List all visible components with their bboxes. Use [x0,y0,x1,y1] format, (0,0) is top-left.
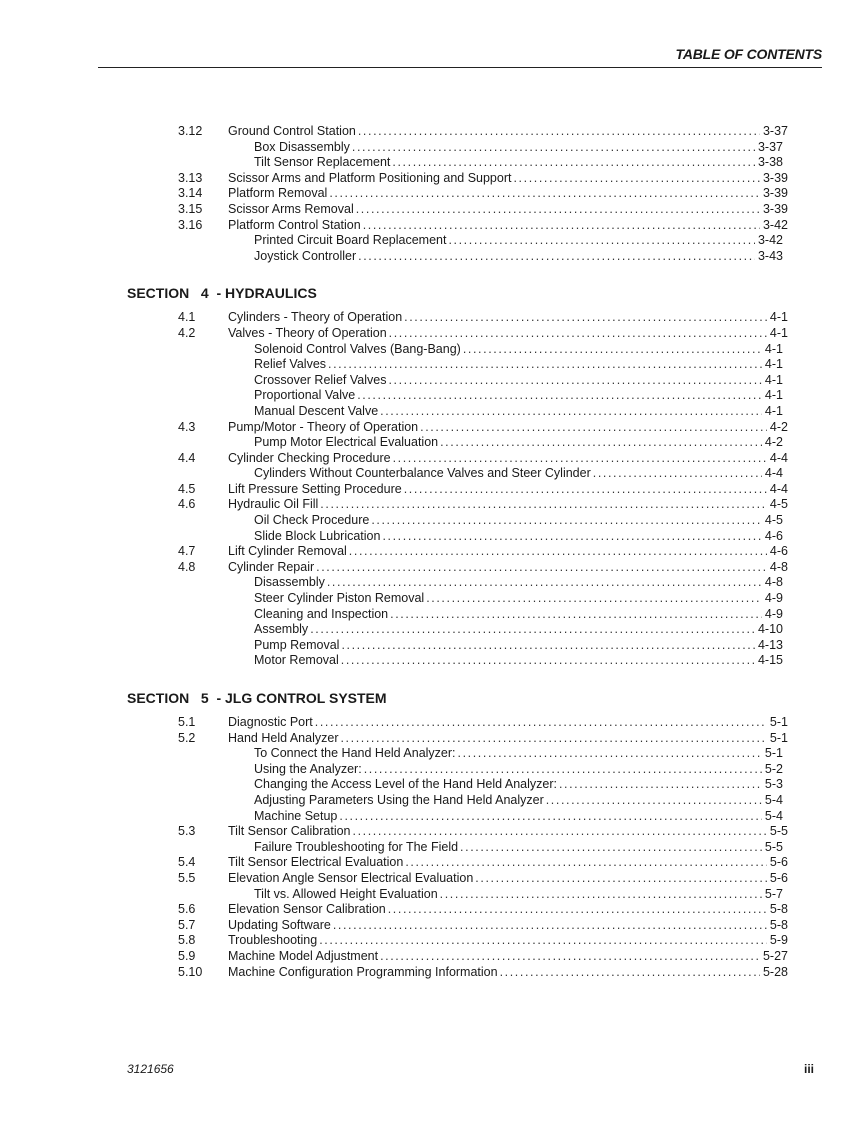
toc-entry-page: 5-5 [764,839,783,854]
toc-entry-title: Box Disassembly [254,139,350,154]
toc-entry[interactable] [0,965,866,981]
toc-entry[interactable] [0,607,866,623]
toc-entry-page: 3-37 [762,124,788,138]
toc-entry-title: Oil Check Procedure [254,513,370,528]
toc-entry-line [228,902,788,918]
toc-entry-page: 4-8 [764,575,783,590]
toc-entry-title: Cylinder Checking Procedure [228,450,391,465]
toc-entry[interactable] [0,155,866,171]
toc-entry-line [228,824,788,840]
toc-entry-page: 4-6 [764,528,783,543]
toc-entry[interactable] [0,202,866,218]
toc-dot-leader [448,233,755,249]
toc-entry-page: 5-1 [769,715,788,729]
toc-dot-leader [316,560,767,576]
toc-dot-leader [389,326,767,342]
toc-entry-page: 4-2 [764,435,783,450]
toc-entry[interactable] [0,653,866,669]
toc-entry-title: Slide Block Lubrication [254,528,381,543]
toc-entry[interactable] [0,140,866,156]
toc-entry[interactable] [0,560,866,576]
toc-dot-leader [393,451,767,467]
toc-dot-leader [310,622,755,638]
toc-entry-line [228,933,788,949]
toc-dot-leader [404,310,767,326]
toc-entry-title: Tilt vs. Allowed Height Evaluation [254,886,438,901]
toc-entry[interactable] [0,887,866,903]
toc-entry-line [254,607,783,623]
toc-entry-page: 5-4 [764,808,783,823]
toc-entry-line [228,326,788,342]
toc-entry-page: 5-28 [762,964,788,979]
document-number: 3121656 [127,1062,174,1076]
toc-entry-line [254,887,783,903]
toc-entry-number: 5.9 [178,948,196,963]
toc-entry[interactable] [0,186,866,202]
toc-dot-leader [353,824,767,840]
toc-entry-page: 5-1 [769,730,788,745]
toc-entry-number: 3.12 [178,124,203,138]
toc-entry[interactable] [0,949,866,965]
toc-entry[interactable] [0,326,866,342]
toc-entry-number: 3.15 [178,201,203,216]
toc-entry-page: 5-2 [764,761,783,776]
toc-dot-leader [382,529,761,545]
toc-entry[interactable] [0,715,866,731]
toc-entry-page: 4-1 [769,310,788,325]
toc-entry-line [228,497,788,513]
toc-dot-leader [327,575,762,591]
toc-dot-leader [319,933,767,949]
toc-entry[interactable] [0,855,866,871]
toc-dot-leader [363,218,760,234]
toc-entry-number: 3.13 [178,170,203,185]
toc-entry[interactable] [0,342,866,358]
toc-dot-leader [380,404,762,420]
toc-entry-line [228,451,788,467]
table-of-contents [0,124,866,980]
toc-dot-leader [500,965,760,981]
toc-entry-title: Machine Model Adjustment [228,948,379,963]
toc-entry-title: Using the Analyzer: [254,761,362,776]
toc-entry-page: 5-6 [769,855,788,870]
toc-entry-line [228,715,788,731]
toc-dot-leader [371,513,762,529]
toc-entry-line [254,342,783,358]
toc-dot-leader [426,591,762,607]
toc-entry-title: Proportional Valve [254,388,356,403]
toc-entry-page: 5-4 [764,792,783,807]
toc-entry-title: Hydraulic Oil Fill [228,497,319,512]
toc-dot-leader [349,544,767,560]
toc-entry-title: Platform Control Station [228,217,361,232]
toc-dot-leader [440,435,762,451]
toc-entry-title: Failure Troubleshooting for The Field [254,839,459,854]
toc-entry[interactable] [0,918,866,934]
toc-entry-line [254,529,783,545]
toc-dot-leader [341,653,755,669]
toc-entry[interactable] [0,373,866,389]
toc-dot-leader [593,466,762,482]
toc-entry-title: Adjusting Parameters Using the Hand Held Analyzer [254,792,544,807]
toc-entry-title: Elevation Sensor Calibration [228,902,386,917]
header-divider [98,67,822,68]
toc-entry-title: Tilt Sensor Calibration [228,824,351,839]
toc-entry-number: 5.3 [178,824,196,839]
toc-entry-line [254,622,783,638]
toc-dot-leader [513,171,759,187]
toc-entry-number: 4.5 [178,481,196,496]
toc-entry[interactable] [0,171,866,187]
toc-entry-number: 5.2 [178,730,196,745]
toc-entry-line [228,186,788,202]
toc-entry[interactable] [0,871,866,887]
toc-entry-page: 4-1 [764,372,783,387]
toc-entry[interactable] [0,513,866,529]
toc-dot-leader [475,871,767,887]
toc-dot-leader [356,202,760,218]
toc-entry-line [254,840,783,856]
toc-entry-number: 4.7 [178,544,196,559]
page-header-title: TABLE OF CONTENTS [675,46,822,62]
toc-entry-line [254,575,783,591]
toc-entry-line [254,513,783,529]
section-heading-text: SECTION 5 - JLG CONTROL SYSTEM [127,690,387,706]
section-heading [0,687,866,715]
toc-entry-title: Assembly [254,622,309,637]
toc-dot-leader [388,373,761,389]
toc-entry-page: 4-1 [764,357,783,372]
toc-entry[interactable] [0,218,866,234]
toc-entry-page: 5-8 [769,917,788,932]
toc-entry-page: 4-5 [764,513,783,528]
toc-entry-line [254,140,783,156]
toc-entry-title: Cylinder Repair [228,559,315,574]
toc-entry-number: 4.8 [178,559,196,574]
toc-entry[interactable] [0,435,866,451]
toc-entry[interactable] [0,233,866,249]
toc-entry-page: 4-2 [769,419,788,434]
page-number: iii [803,1062,814,1076]
toc-dot-leader [405,855,767,871]
toc-entry-line [228,871,788,887]
toc-entry-title: Changing the Access Level of the Hand Held Analyzer: [254,777,557,792]
toc-entry-title: Valves - Theory of Operation [228,325,387,340]
toc-entry[interactable] [0,591,866,607]
toc-entry[interactable] [0,404,866,420]
toc-dot-leader [440,887,762,903]
toc-dot-leader [380,949,760,965]
toc-entry-number: 3.16 [178,217,203,232]
toc-entry-line [228,560,788,576]
toc-entry-line [254,404,783,420]
toc-entry-page: 3-37 [757,139,783,154]
toc-entry-line [254,793,783,809]
toc-entry-title: Tilt Sensor Electrical Evaluation [228,855,404,870]
toc-entry[interactable] [0,638,866,654]
toc-entry-number: 5.5 [178,870,196,885]
toc-entry-title: Solenoid Control Valves (Bang-Bang) [254,341,461,356]
toc-entry-line [254,435,783,451]
toc-entry-line [228,171,788,187]
toc-entry-number: 5.10 [178,964,203,979]
section-heading [0,282,866,310]
toc-entry-title: Pump/Motor - Theory of Operation [228,419,419,434]
toc-entry-title: Cleaning and Inspection [254,606,389,621]
toc-entry-line [228,482,788,498]
toc-dot-leader [341,638,755,654]
toc-entry-page: 4-15 [757,653,783,668]
toc-entry-page: 4-4 [764,466,783,481]
toc-entry-number: 4.1 [178,310,196,325]
toc-dot-leader [458,746,762,762]
toc-entry-page: 4-1 [769,325,788,340]
toc-entry-title: Disassembly [254,575,325,590]
toc-entry-line [228,124,788,140]
toc-dot-leader [404,482,767,498]
toc-entry-page: 3-43 [757,248,783,263]
toc-dot-leader [546,793,762,809]
toc-dot-leader [420,420,767,436]
toc-entry-title: Joystick Controller [254,248,357,263]
toc-entry-title: Manual Descent Valve [254,403,379,418]
toc-entry-title: Pump Motor Electrical Evaluation [254,435,439,450]
toc-entry-number: 5.1 [178,715,196,729]
toc-dot-leader [315,715,767,731]
toc-entry[interactable] [0,124,866,140]
toc-entry-title: Scissor Arms and Platform Positioning and Support [228,170,512,185]
toc-entry-line [228,949,788,965]
toc-entry[interactable] [0,388,866,404]
toc-entry-line [254,591,783,607]
toc-entry-title: Tilt Sensor Replacement [254,155,391,170]
toc-entry-title: Machine Configuration Programming Information [228,964,498,979]
toc-entry-page: 3-39 [762,170,788,185]
toc-entry-line [254,653,783,669]
toc-entry-title: Elevation Angle Sensor Electrical Evaluation [228,870,474,885]
toc-entry-page: 5-9 [769,933,788,948]
toc-entry-title: Lift Cylinder Removal [228,544,347,559]
toc-entry[interactable] [0,310,866,326]
toc-entry-page: 5-6 [769,870,788,885]
toc-entry-line [228,731,788,747]
toc-entry-number: 4.6 [178,497,196,512]
toc-dot-leader [392,155,755,171]
toc-entry[interactable] [0,933,866,949]
toc-entry-title: Scissor Arms Removal [228,201,354,216]
toc-entry-line [254,155,783,171]
toc-dot-leader [339,809,762,825]
toc-entry[interactable] [0,622,866,638]
toc-dot-leader [320,497,767,513]
section-spacer [0,264,866,282]
toc-entry-title: To Connect the Hand Held Analyzer: [254,746,456,761]
toc-dot-leader [333,918,767,934]
toc-entry[interactable] [0,762,866,778]
toc-entry-page: 4-5 [769,497,788,512]
toc-entry-title: Diagnostic Port [228,715,313,729]
toc-entry-line [254,777,783,793]
toc-entry[interactable] [0,902,866,918]
toc-entry-page: 4-4 [769,481,788,496]
toc-entry-title: Ground Control Station [228,124,356,138]
toc-entry[interactable] [0,249,866,265]
toc-entry-page: 5-5 [769,824,788,839]
toc-entry-page: 4-6 [769,544,788,559]
toc-entry-page: 5-27 [762,948,788,963]
toc-dot-leader [329,186,760,202]
toc-dot-leader [390,607,762,623]
toc-entry-line [254,638,783,654]
toc-entry[interactable] [0,793,866,809]
toc-dot-leader [460,840,762,856]
toc-entry-page: 4-1 [764,388,783,403]
toc-entry[interactable] [0,731,866,747]
toc-entry-title: Machine Setup [254,808,338,823]
toc-entry[interactable] [0,824,866,840]
toc-entry-line [228,202,788,218]
toc-dot-leader [559,777,762,793]
toc-entry-page: 3-38 [757,155,783,170]
toc-entry-line [254,746,783,762]
toc-entry-page: 5-3 [764,777,783,792]
toc-entry-line [254,388,783,404]
toc-entry-title: Updating Software [228,917,331,932]
toc-entry-page: 5-1 [764,746,783,761]
toc-entry-line [254,466,783,482]
toc-dot-leader [463,342,762,358]
toc-entry-title: Pump Removal [254,637,340,652]
toc-entry-line [228,965,788,981]
toc-dot-leader [364,762,762,778]
section-heading-text: SECTION 4 - HYDRAULICS [127,285,317,302]
toc-entry-page: 3-42 [762,217,788,232]
toc-entry-page: 4-9 [764,606,783,621]
toc-entry-number: 5.7 [178,917,196,932]
toc-entry-title: Troubleshooting [228,933,318,948]
toc-entry-line [228,310,788,326]
toc-entry-number: 5.8 [178,933,196,948]
toc-dot-leader [358,124,760,140]
toc-entry[interactable] [0,746,866,762]
toc-entry-number: 4.2 [178,325,196,340]
toc-entry-title: Lift Pressure Setting Procedure [228,481,402,496]
toc-entry-line [228,918,788,934]
toc-entry[interactable] [0,451,866,467]
toc-entry-line [228,420,788,436]
toc-entry[interactable] [0,357,866,373]
toc-entry-title: Relief Valves [254,357,327,372]
toc-entry-line [254,373,783,389]
toc-dot-leader [328,357,762,373]
toc-dot-leader [352,140,755,156]
toc-entry-title: Hand Held Analyzer [228,730,339,745]
toc-entry[interactable] [0,420,866,436]
toc-dot-leader [358,249,755,265]
toc-dot-leader [340,731,766,747]
toc-entry-number: 5.6 [178,902,196,917]
toc-entry-title: Steer Cylinder Piston Removal [254,591,425,606]
toc-entry-number: 4.4 [178,450,196,465]
toc-entry-page: 4-9 [764,591,783,606]
toc-entry-line [254,357,783,373]
toc-entry-page: 5-7 [764,886,783,901]
toc-entry-line [228,544,788,560]
toc-entry-page: 3-39 [762,201,788,216]
toc-entry-number: 5.4 [178,855,196,870]
toc-entry-page: 4-10 [757,622,783,637]
toc-entry[interactable] [0,575,866,591]
toc-dot-leader [357,388,762,404]
toc-entry-line [228,218,788,234]
toc-entry[interactable] [0,466,866,482]
toc-entry[interactable] [0,529,866,545]
toc-entry-line [254,809,783,825]
toc-entry-title: Cylinders Without Counterbalance Valves and Steer Cylinder [254,466,591,481]
toc-entry-page: 4-1 [764,403,783,418]
toc-entry-page: 4-8 [769,559,788,574]
toc-entry-page: 4-4 [769,450,788,465]
toc-entry-page: 5-8 [769,902,788,917]
toc-entry[interactable] [0,482,866,498]
toc-dot-leader [388,902,767,918]
toc-entry[interactable] [0,497,866,513]
toc-entry-title: Crossover Relief Valves [254,372,387,387]
toc-entry[interactable] [0,544,866,560]
toc-entry-page: 4-13 [757,637,783,652]
toc-entry-title: Platform Removal [228,186,328,201]
toc-entry-page: 3-39 [762,186,788,201]
toc-entry-title: Printed Circuit Board Replacement [254,233,447,248]
toc-entry-title: Motor Removal [254,653,339,668]
toc-entry-number: 3.14 [178,186,203,201]
toc-entry-title: Cylinders - Theory of Operation [228,310,403,325]
toc-entry-page: 4-1 [764,341,783,356]
toc-entry-line [254,762,783,778]
toc-entry[interactable] [0,840,866,856]
toc-entry-page: 3-42 [757,233,783,248]
toc-entry[interactable] [0,809,866,825]
toc-entry-line [228,855,788,871]
toc-entry-line [254,249,783,265]
toc-entry-line [254,233,783,249]
toc-entry-number: 4.3 [178,419,196,434]
section-spacer [0,669,866,687]
toc-entry[interactable] [0,777,866,793]
